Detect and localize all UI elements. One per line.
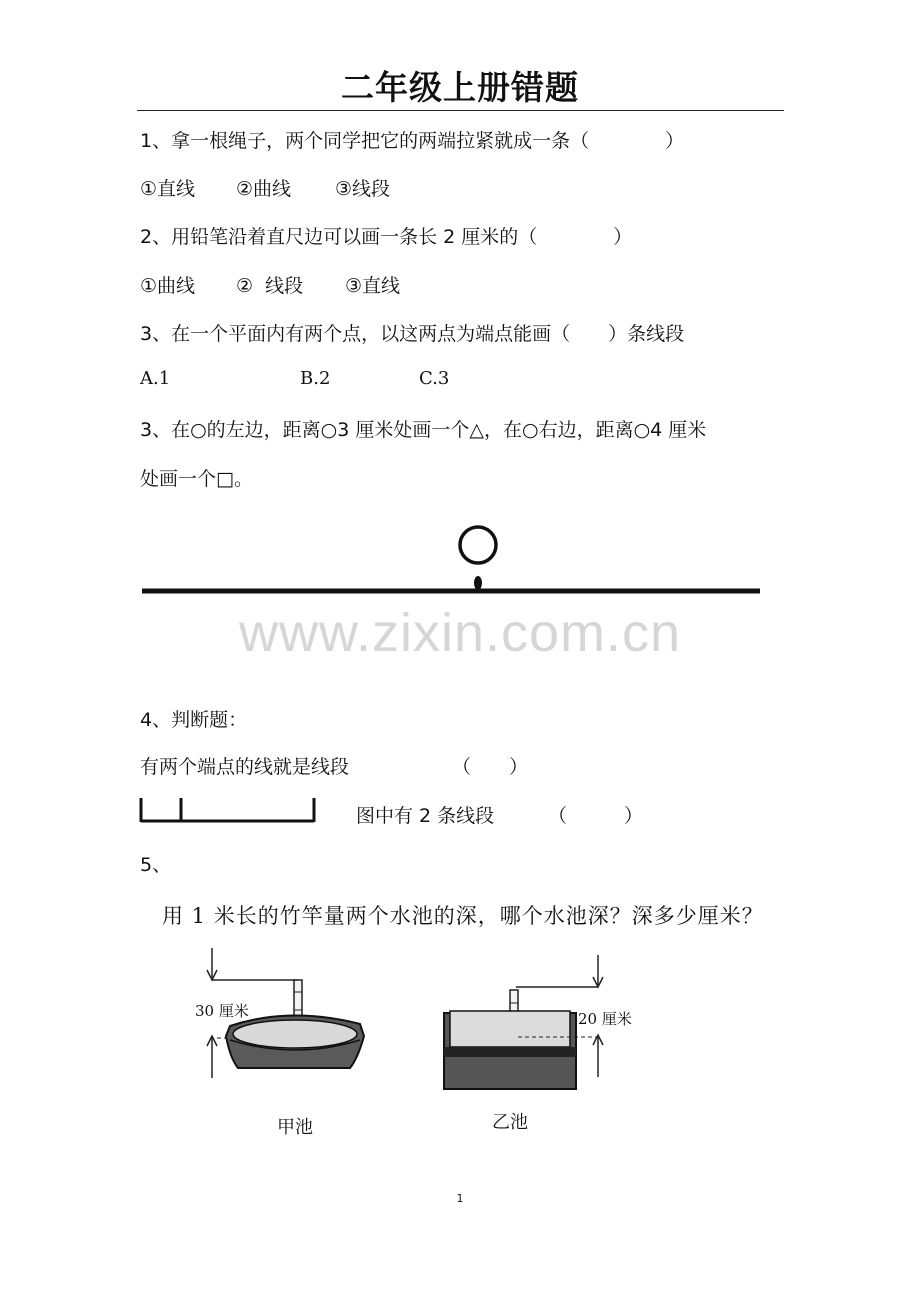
question-4-item-2-answer-blank: （ ）: [548, 805, 644, 827]
question-3a-option-c: C.3: [419, 368, 450, 389]
question-1-option-3: ③线段: [335, 178, 391, 200]
question-4-item-1-answer-blank: （ ）: [452, 756, 529, 778]
question-3b-line-2: 处画一个□。: [140, 468, 253, 490]
question-4-stem: 4、判断题：: [140, 709, 248, 731]
pool-b-name: 乙池: [492, 1112, 528, 1133]
question-3a-option-a: A.1: [140, 368, 171, 389]
page-number: 1: [456, 1192, 464, 1205]
question-4-item-1: 有两个端点的线就是线段: [140, 756, 350, 778]
question-3a-stem: 3、在一个平面内有两个点，以这两点为端点能画（ ）条线段: [140, 323, 685, 345]
question-3a-option-b: B.2: [300, 368, 331, 389]
pool-a-illustration: [190, 948, 390, 1098]
circle-shape: [460, 527, 496, 563]
question-1-option-1: ①直线: [140, 178, 196, 200]
watermark-text: www.zixin.com.cn: [238, 603, 682, 663]
question-2-stem: 2、用铅笔沿着直尺边可以画一条长 2 厘米的（ ）: [140, 226, 633, 248]
question-2-option-3: ③直线: [345, 275, 401, 297]
question-5-number: 5、: [140, 854, 172, 876]
question-5-text: 用 1 米长的竹竿量两个水池的深，哪个水池深？深多少厘米？: [162, 904, 764, 928]
title-underline: [137, 110, 784, 111]
segment-figure: [138, 796, 320, 828]
question-2-option-2: ② 线段: [236, 275, 304, 297]
question-2-option-1: ①曲线: [140, 275, 196, 297]
question-3b-line-1: 3、在○的左边，距离○3 厘米处画一个△，在○右边，距离○4 厘米: [140, 419, 707, 441]
question-1-stem: 1、拿一根绳子，两个同学把它的两端拉紧就成一条（ ）: [140, 130, 685, 152]
circle-on-line-figure: [130, 515, 780, 610]
page-title: 二年级上册错题: [341, 68, 579, 107]
question-4-item-2: 图中有 2 条线段: [356, 805, 495, 827]
pool-a-measure-label: 30 厘米: [195, 1002, 249, 1020]
pool-b-measure-label: 20 厘米: [578, 1010, 632, 1028]
point-marker: [474, 576, 482, 590]
question-1-option-2: ②曲线: [236, 178, 292, 200]
pool-a-name: 甲池: [277, 1117, 313, 1138]
